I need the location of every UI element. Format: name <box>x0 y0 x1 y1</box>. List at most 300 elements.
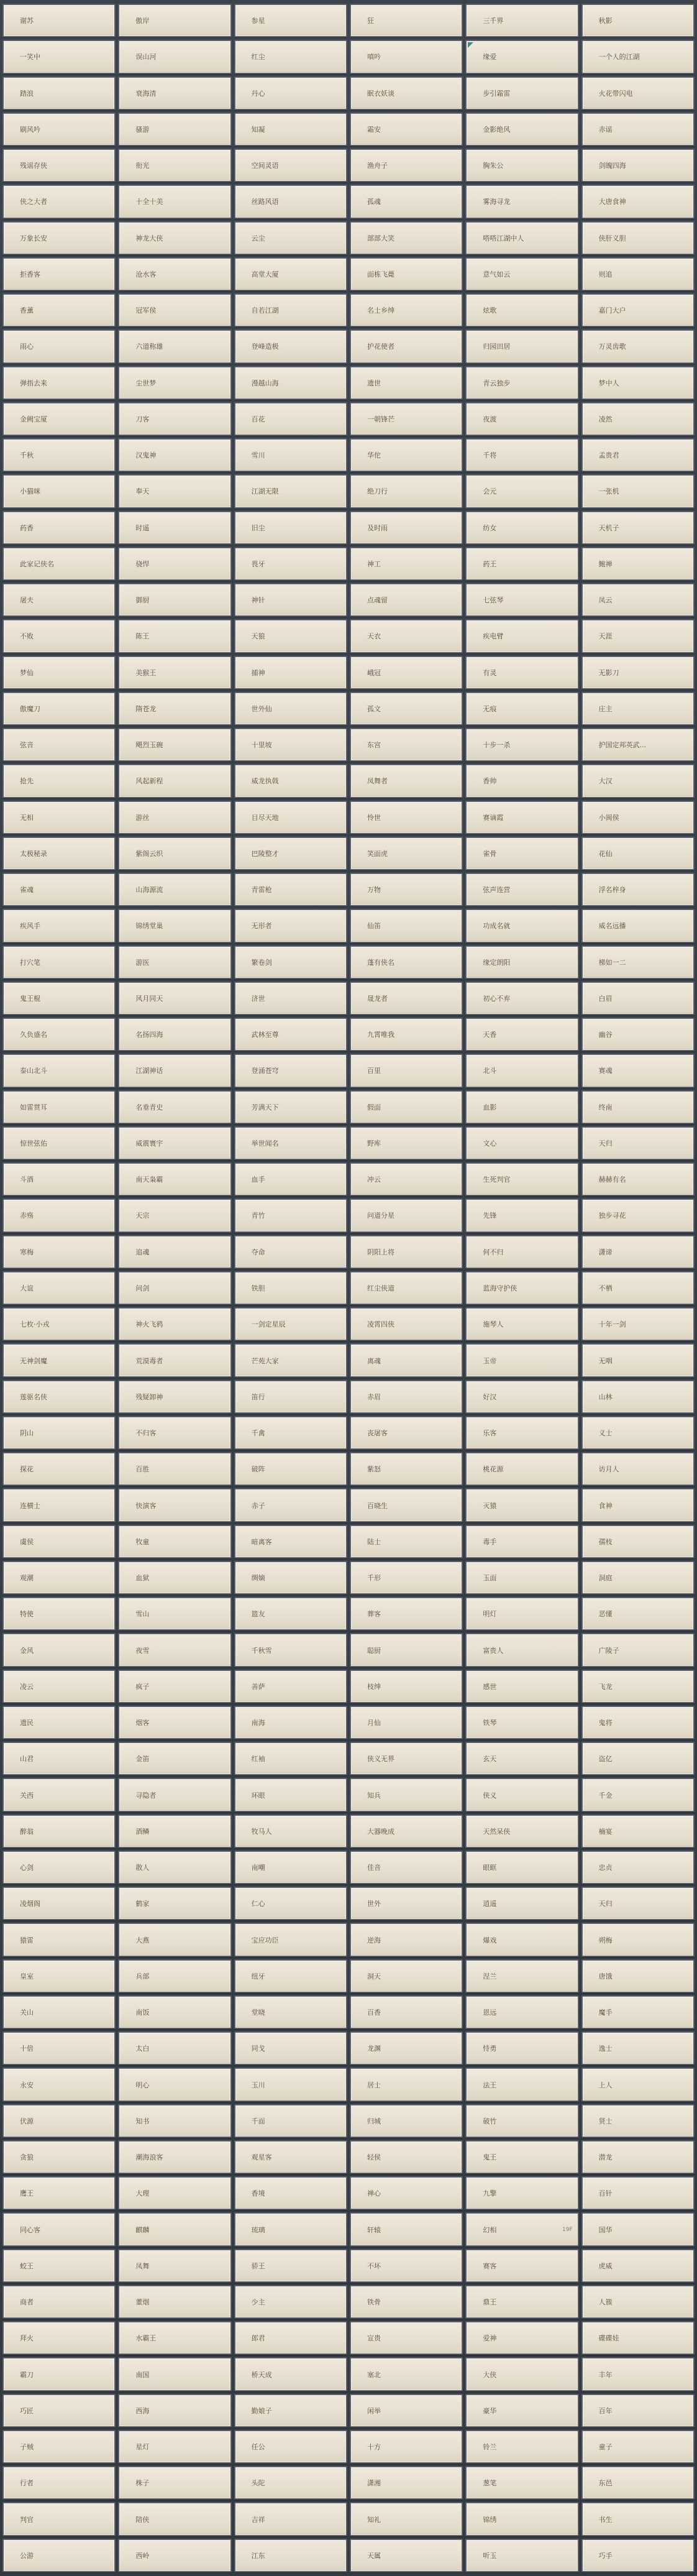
title-tile[interactable] <box>234 402 347 436</box>
title-tile[interactable] <box>581 1416 695 1450</box>
title-tile[interactable] <box>118 2502 231 2536</box>
title-tile[interactable] <box>465 837 578 870</box>
title-tile[interactable] <box>581 1706 695 1739</box>
title-tile[interactable] <box>465 2430 578 2463</box>
title-tile[interactable] <box>234 873 347 906</box>
title-tile[interactable] <box>2 511 116 545</box>
title-tile[interactable] <box>581 511 695 545</box>
title-tile[interactable] <box>2 2357 116 2391</box>
title-tile[interactable] <box>350 511 463 545</box>
title-tile[interactable] <box>350 2394 463 2427</box>
title-tile[interactable] <box>118 2539 231 2572</box>
title-tile[interactable] <box>118 1018 231 1051</box>
title-tile[interactable] <box>2 982 116 1015</box>
title-tile[interactable] <box>234 909 347 942</box>
title-tile[interactable] <box>234 293 347 327</box>
title-tile[interactable] <box>2 547 116 581</box>
title-tile[interactable] <box>350 1307 463 1341</box>
title-tile[interactable] <box>581 1633 695 1667</box>
title-tile[interactable] <box>2 402 116 436</box>
title-tile[interactable] <box>465 692 578 725</box>
title-tile[interactable] <box>234 1851 347 1884</box>
title-tile[interactable] <box>581 1271 695 1305</box>
title-tile[interactable] <box>581 185 695 218</box>
title-tile[interactable] <box>118 1995 231 2029</box>
title-tile[interactable] <box>2 801 116 834</box>
title-tile[interactable] <box>118 1416 231 1450</box>
title-tile[interactable] <box>581 221 695 255</box>
title-tile[interactable] <box>118 2321 231 2355</box>
title-tile[interactable] <box>350 2068 463 2101</box>
title-tile[interactable] <box>118 1126 231 1160</box>
title-tile[interactable] <box>234 221 347 255</box>
title-tile[interactable] <box>350 2321 463 2355</box>
title-tile[interactable] <box>234 1018 347 1051</box>
title-tile[interactable] <box>581 909 695 942</box>
title-tile[interactable] <box>465 1597 578 1631</box>
title-tile[interactable] <box>581 2104 695 2138</box>
title-tile[interactable] <box>2 2176 116 2210</box>
title-tile[interactable] <box>2 1126 116 1160</box>
title-tile[interactable] <box>465 2212 578 2246</box>
title-tile[interactable] <box>2 1380 116 1414</box>
title-tile[interactable] <box>465 1018 578 1051</box>
title-tile[interactable] <box>465 366 578 400</box>
title-tile[interactable] <box>234 2539 347 2572</box>
title-tile[interactable] <box>581 2068 695 2101</box>
title-tile[interactable] <box>2 1633 116 1667</box>
title-tile[interactable] <box>118 474 231 508</box>
title-tile[interactable] <box>581 2176 695 2210</box>
title-tile[interactable] <box>581 837 695 870</box>
title-tile[interactable] <box>234 2321 347 2355</box>
title-tile[interactable] <box>350 2357 463 2391</box>
title-tile[interactable] <box>2 438 116 472</box>
title-tile[interactable] <box>581 293 695 327</box>
title-tile[interactable] <box>465 2249 578 2283</box>
title-tile[interactable] <box>350 1198 463 1232</box>
title-tile[interactable] <box>118 2212 231 2246</box>
title-tile[interactable] <box>465 402 578 436</box>
title-tile[interactable] <box>581 2394 695 2427</box>
title-tile[interactable] <box>118 1923 231 1956</box>
title-tile[interactable] <box>2 2104 116 2138</box>
title-tile[interactable] <box>234 619 347 653</box>
title-tile[interactable] <box>350 1126 463 1160</box>
title-tile[interactable] <box>234 583 347 617</box>
title-tile[interactable] <box>2 2285 116 2319</box>
title-tile[interactable] <box>350 257 463 291</box>
title-tile[interactable] <box>350 366 463 400</box>
title-tile[interactable] <box>350 1452 463 1486</box>
title-tile[interactable] <box>2 1198 116 1232</box>
title-tile[interactable] <box>465 1633 578 1667</box>
title-tile[interactable] <box>2 2321 116 2355</box>
title-tile[interactable] <box>581 2212 695 2246</box>
title-tile[interactable] <box>118 2140 231 2174</box>
title-tile[interactable] <box>581 1162 695 1196</box>
title-tile[interactable] <box>581 547 695 581</box>
title-tile[interactable] <box>2 619 116 653</box>
title-tile[interactable] <box>234 2249 347 2283</box>
title-tile[interactable] <box>350 1670 463 1703</box>
title-tile[interactable] <box>2 257 116 291</box>
title-tile[interactable] <box>118 2285 231 2319</box>
title-tile[interactable] <box>2 474 116 508</box>
title-tile[interactable] <box>2 2068 116 2101</box>
title-tile[interactable] <box>2 945 116 979</box>
title-tile[interactable] <box>118 2068 231 2101</box>
title-tile[interactable] <box>118 873 231 906</box>
title-tile[interactable] <box>581 2249 695 2283</box>
title-tile[interactable] <box>2 2031 116 2065</box>
title-tile[interactable] <box>234 982 347 1015</box>
title-tile[interactable] <box>2 1018 116 1051</box>
title-tile[interactable] <box>465 619 578 653</box>
title-tile[interactable] <box>465 1851 578 1884</box>
title-tile[interactable] <box>234 149 347 182</box>
title-tile[interactable] <box>118 1525 231 1558</box>
title-tile[interactable] <box>118 982 231 1015</box>
title-tile[interactable] <box>234 1742 347 1775</box>
title-tile[interactable] <box>581 1995 695 2029</box>
title-tile[interactable] <box>465 873 578 906</box>
title-tile[interactable] <box>581 1887 695 1920</box>
title-tile[interactable] <box>465 1380 578 1414</box>
title-tile[interactable] <box>2 1561 116 1594</box>
title-tile[interactable] <box>581 728 695 761</box>
title-tile[interactable] <box>465 1706 578 1739</box>
title-tile[interactable] <box>465 2321 578 2355</box>
title-tile[interactable] <box>581 1380 695 1414</box>
title-tile[interactable] <box>234 1271 347 1305</box>
title-tile[interactable] <box>350 909 463 942</box>
title-tile[interactable] <box>465 728 578 761</box>
title-tile[interactable] <box>234 945 347 979</box>
title-tile[interactable] <box>350 728 463 761</box>
title-tile[interactable] <box>118 619 231 653</box>
title-tile[interactable] <box>581 1126 695 1160</box>
title-tile[interactable] <box>465 1054 578 1087</box>
title-tile[interactable] <box>118 1597 231 1631</box>
title-tile[interactable] <box>465 1923 578 1956</box>
title-tile[interactable] <box>581 2031 695 2065</box>
title-tile[interactable] <box>465 2394 578 2427</box>
title-tile[interactable] <box>581 2321 695 2355</box>
title-tile[interactable] <box>465 2502 578 2536</box>
title-tile[interactable] <box>2 837 116 870</box>
title-tile[interactable] <box>350 402 463 436</box>
title-tile[interactable] <box>118 1706 231 1739</box>
title-tile[interactable] <box>2 366 116 400</box>
title-tile[interactable] <box>350 583 463 617</box>
title-tile[interactable] <box>581 1054 695 1087</box>
title-tile[interactable] <box>2 1887 116 1920</box>
title-tile[interactable] <box>234 656 347 689</box>
title-tile[interactable] <box>350 2430 463 2463</box>
title-tile[interactable] <box>350 1561 463 1594</box>
title-tile[interactable] <box>2 4 116 37</box>
title-tile[interactable] <box>234 728 347 761</box>
title-tile[interactable] <box>118 149 231 182</box>
title-tile[interactable] <box>118 257 231 291</box>
title-tile[interactable] <box>118 1815 231 1848</box>
title-tile[interactable] <box>581 1018 695 1051</box>
title-tile[interactable] <box>234 2430 347 2463</box>
title-tile[interactable] <box>350 945 463 979</box>
title-tile[interactable] <box>234 1815 347 1848</box>
title-tile[interactable] <box>234 692 347 725</box>
title-tile[interactable] <box>350 1235 463 1269</box>
title-tile[interactable] <box>465 1995 578 2029</box>
title-tile[interactable] <box>350 2466 463 2500</box>
title-tile[interactable] <box>118 837 231 870</box>
title-tile[interactable] <box>118 1742 231 1775</box>
title-tile[interactable] <box>234 1923 347 1956</box>
title-tile[interactable] <box>581 2502 695 2536</box>
title-tile[interactable] <box>234 76 347 110</box>
title-tile[interactable] <box>234 1959 347 1993</box>
title-tile[interactable] <box>118 1488 231 1522</box>
title-tile[interactable] <box>581 2357 695 2391</box>
title-tile[interactable] <box>350 1995 463 2029</box>
title-tile[interactable] <box>2 1090 116 1124</box>
title-tile[interactable] <box>350 329 463 363</box>
title-tile[interactable] <box>581 2466 695 2500</box>
title-tile[interactable] <box>350 1343 463 1377</box>
title-tile[interactable] <box>118 1887 231 1920</box>
title-tile[interactable] <box>350 2502 463 2536</box>
title-tile[interactable] <box>118 1670 231 1703</box>
title-tile[interactable] <box>234 1380 347 1414</box>
title-tile[interactable] <box>234 1670 347 1703</box>
title-tile[interactable] <box>2 1778 116 1811</box>
title-tile[interactable] <box>581 1959 695 1993</box>
title-tile[interactable] <box>465 801 578 834</box>
title-tile[interactable] <box>234 2502 347 2536</box>
title-tile[interactable] <box>118 909 231 942</box>
title-tile[interactable] <box>581 1525 695 1558</box>
title-tile[interactable] <box>2 1995 116 2029</box>
title-tile[interactable] <box>2 1235 116 1269</box>
title-tile[interactable] <box>234 1126 347 1160</box>
title-tile[interactable] <box>465 1670 578 1703</box>
title-tile[interactable] <box>234 547 347 581</box>
title-tile[interactable] <box>581 402 695 436</box>
title-tile[interactable] <box>350 2140 463 2174</box>
title-tile[interactable] <box>118 2394 231 2427</box>
title-tile[interactable] <box>350 474 463 508</box>
title-tile[interactable] <box>465 1742 578 1775</box>
title-tile[interactable] <box>2 909 116 942</box>
title-tile[interactable] <box>118 1090 231 1124</box>
title-tile[interactable] <box>118 801 231 834</box>
title-tile[interactable] <box>581 1090 695 1124</box>
title-tile[interactable] <box>2 149 116 182</box>
title-tile[interactable] <box>350 438 463 472</box>
title-tile[interactable] <box>2 2140 116 2174</box>
title-tile[interactable] <box>465 982 578 1015</box>
title-tile[interactable] <box>465 329 578 363</box>
title-tile[interactable] <box>350 1018 463 1051</box>
title-tile[interactable] <box>2 1271 116 1305</box>
title-tile[interactable] <box>118 728 231 761</box>
title-tile[interactable] <box>234 366 347 400</box>
title-tile[interactable] <box>465 1452 578 1486</box>
title-tile[interactable] <box>581 945 695 979</box>
title-tile[interactable] <box>350 1815 463 1848</box>
title-tile[interactable] <box>118 1959 231 1993</box>
title-tile[interactable] <box>234 1525 347 1558</box>
title-tile[interactable] <box>234 1416 347 1450</box>
title-tile[interactable] <box>2 40 116 73</box>
title-tile[interactable] <box>581 76 695 110</box>
title-tile[interactable] <box>118 1380 231 1414</box>
title-tile[interactable] <box>234 1488 347 1522</box>
title-tile[interactable] <box>350 185 463 218</box>
title-tile[interactable] <box>2 873 116 906</box>
title-tile[interactable] <box>350 837 463 870</box>
title-tile[interactable] <box>2 1670 116 1703</box>
title-tile[interactable] <box>581 873 695 906</box>
title-tile[interactable] <box>465 185 578 218</box>
title-tile[interactable] <box>350 1525 463 1558</box>
title-tile[interactable] <box>350 1706 463 1739</box>
title-tile[interactable] <box>118 547 231 581</box>
title-tile[interactable] <box>581 982 695 1015</box>
title-tile[interactable] <box>234 1452 347 1486</box>
title-tile[interactable] <box>581 1343 695 1377</box>
title-tile[interactable] <box>118 221 231 255</box>
title-tile[interactable] <box>581 40 695 73</box>
title-tile[interactable] <box>118 2104 231 2138</box>
title-tile[interactable] <box>2 329 116 363</box>
title-tile[interactable] <box>465 257 578 291</box>
title-tile[interactable] <box>2 692 116 725</box>
title-tile[interactable] <box>465 474 578 508</box>
title-tile[interactable] <box>465 1887 578 1920</box>
title-tile[interactable] <box>465 2140 578 2174</box>
title-tile[interactable] <box>2 185 116 218</box>
title-tile[interactable] <box>465 1525 578 1558</box>
title-tile[interactable] <box>465 511 578 545</box>
title-tile[interactable] <box>118 2357 231 2391</box>
title-tile[interactable] <box>2 1706 116 1739</box>
title-tile[interactable] <box>234 2212 347 2246</box>
title-tile[interactable] <box>118 1343 231 1377</box>
title-tile[interactable] <box>581 801 695 834</box>
title-tile[interactable] <box>118 511 231 545</box>
title-tile[interactable] <box>234 801 347 834</box>
title-tile[interactable] <box>350 1887 463 1920</box>
title-tile[interactable] <box>234 113 347 146</box>
title-tile[interactable] <box>465 2031 578 2065</box>
title-tile[interactable] <box>581 1923 695 1956</box>
title-tile[interactable] <box>350 221 463 255</box>
title-tile[interactable] <box>581 619 695 653</box>
title-tile[interactable] <box>581 2430 695 2463</box>
title-tile[interactable] <box>350 1271 463 1305</box>
title-tile[interactable] <box>2 293 116 327</box>
title-tile[interactable] <box>350 1416 463 1450</box>
title-tile[interactable] <box>350 982 463 1015</box>
title-tile[interactable] <box>350 40 463 73</box>
title-tile[interactable] <box>118 1198 231 1232</box>
title-tile[interactable] <box>118 1307 231 1341</box>
title-tile[interactable] <box>2 1416 116 1450</box>
title-tile[interactable] <box>350 1851 463 1884</box>
title-tile[interactable] <box>118 366 231 400</box>
title-tile[interactable] <box>234 1887 347 1920</box>
title-tile[interactable] <box>581 1597 695 1631</box>
title-tile[interactable] <box>465 113 578 146</box>
title-tile[interactable] <box>350 1597 463 1631</box>
title-tile[interactable] <box>234 2466 347 2500</box>
title-tile[interactable] <box>581 1235 695 1269</box>
title-tile[interactable] <box>350 619 463 653</box>
title-tile[interactable] <box>581 1670 695 1703</box>
title-tile[interactable] <box>465 1343 578 1377</box>
title-tile[interactable] <box>465 1416 578 1450</box>
title-tile[interactable] <box>118 692 231 725</box>
title-tile[interactable] <box>2 2430 116 2463</box>
title-tile[interactable] <box>2 583 116 617</box>
title-tile[interactable] <box>465 221 578 255</box>
title-tile[interactable] <box>465 945 578 979</box>
title-tile[interactable] <box>118 1162 231 1196</box>
title-tile[interactable] <box>118 438 231 472</box>
title-tile[interactable] <box>350 801 463 834</box>
title-tile[interactable] <box>465 764 578 798</box>
title-tile[interactable] <box>465 2539 578 2572</box>
title-tile[interactable] <box>234 2176 347 2210</box>
title-tile[interactable] <box>581 4 695 37</box>
title-tile[interactable] <box>465 76 578 110</box>
title-tile[interactable] <box>234 4 347 37</box>
title-tile[interactable] <box>234 2140 347 2174</box>
title-tile[interactable] <box>234 2285 347 2319</box>
title-tile[interactable] <box>350 692 463 725</box>
title-tile[interactable] <box>2 1923 116 1956</box>
title-tile[interactable] <box>465 149 578 182</box>
title-tile[interactable] <box>234 1054 347 1087</box>
title-tile[interactable] <box>234 2068 347 2101</box>
title-tile[interactable] <box>350 2031 463 2065</box>
title-tile[interactable] <box>2 2466 116 2500</box>
title-tile[interactable] <box>234 1778 347 1811</box>
title-tile[interactable] <box>234 438 347 472</box>
title-tile[interactable] <box>581 764 695 798</box>
title-tile[interactable] <box>581 656 695 689</box>
title-tile[interactable] <box>581 1307 695 1341</box>
title-tile[interactable] <box>465 40 578 73</box>
title-tile[interactable] <box>2 728 116 761</box>
title-tile[interactable] <box>234 329 347 363</box>
title-tile[interactable] <box>2 1525 116 1558</box>
title-tile[interactable] <box>465 2068 578 2101</box>
title-tile[interactable] <box>350 149 463 182</box>
title-tile[interactable] <box>465 1198 578 1232</box>
title-tile[interactable] <box>2 1162 116 1196</box>
title-tile[interactable] <box>465 1090 578 1124</box>
title-tile[interactable] <box>465 4 578 37</box>
title-tile[interactable] <box>465 1271 578 1305</box>
title-tile[interactable] <box>118 1851 231 1884</box>
title-tile[interactable] <box>118 293 231 327</box>
title-tile[interactable] <box>581 1488 695 1522</box>
title-tile[interactable] <box>581 1198 695 1232</box>
title-tile[interactable] <box>234 1706 347 1739</box>
